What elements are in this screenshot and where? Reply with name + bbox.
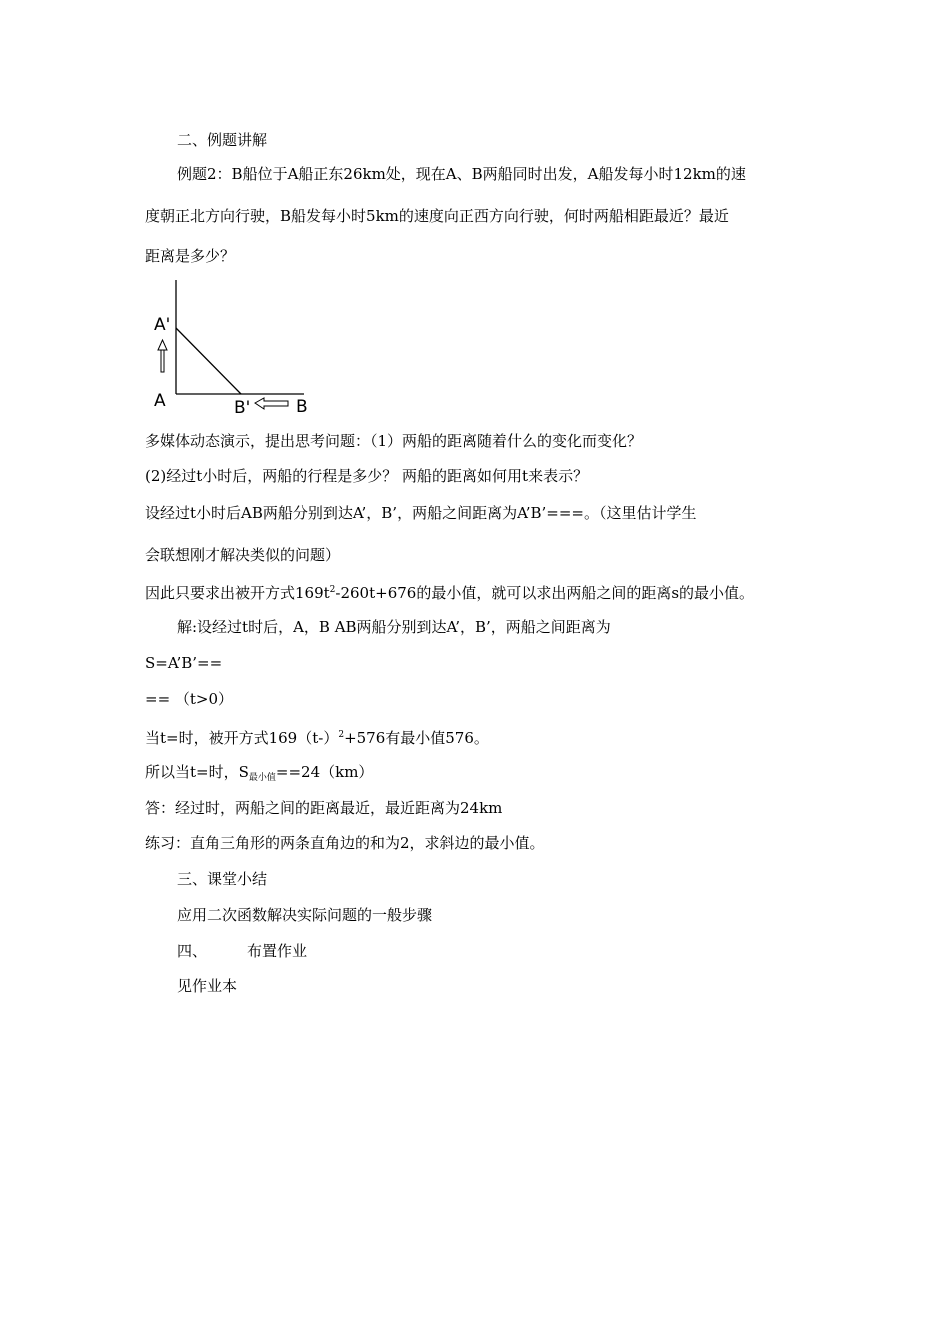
body-line-4: 会联想刚才解决类似的问题） [145,546,341,564]
example-line-3: 距离是多少？ [145,247,236,265]
solution-intro: 解:设经过t时后，A，B AB两船分别到达A’，B’，两船之间距离为 [177,618,611,636]
example-line-1: 例题2：B船位于A船正东26km处，现在A、B两船同时出发，A船发每小时12km的速 [177,165,746,183]
practice-line: 练习：直角三角形的两条直角边的和为2，求斜边的最小值。 [145,834,545,852]
body-line-5: 因此只要求出被开方式$169t^2-260t+676$的最小值，就可以求出两船之间的距离s的最小值。 [145,584,755,602]
section-title-examples: 二、例题讲解 [177,131,268,149]
solution-so-line: 所以当t=时，$S_{最小值}==24(km)$ [145,763,374,783]
north-arrow-icon [158,340,167,372]
label-b-prime: B' [234,398,251,418]
label-a: A [154,391,166,411]
ship-diagram [148,278,328,418]
label-a-prime: A' [154,315,171,335]
body-line-2: (2)经过t小时后，两船的行程是多少？ 两船的距离如何用t来表示？ [145,467,589,485]
example-line-2: 度朝正北方向行驶，B船发每小时5km的速度向正西方向行驶，何时两船相距最近？最近 [145,207,729,225]
solution-when-line: 当t=时，被开方式$169(t-)^2+576$有最小值576。 [145,729,489,747]
section-title-summary: 三、课堂小结 [177,870,268,888]
answer-line: 答：经过时，两船之间的距离最近，最近距离为24km [145,799,503,817]
homework-body: 见作业本 [177,977,238,995]
section-title-homework: 四、 布置作业 [177,942,308,960]
summary-body: 应用二次函数解决实际问题的一般步骤 [177,906,433,924]
solution-s-equation: S=A’B’== [145,654,223,672]
body-line-1: 多媒体动态演示，提出思考问题：（1）两船的距离随着什么的变化而变化？ [145,432,643,450]
body-line-3: 设经过t小时后AB两船分别到达A’，B’，两船之间距离为A’B’===。（这里估计学生 [145,504,697,522]
west-arrow-icon [255,398,288,409]
distance-segment [176,328,241,394]
solution-equation-2: == （t>0） [145,690,234,708]
label-b: B [296,397,308,417]
